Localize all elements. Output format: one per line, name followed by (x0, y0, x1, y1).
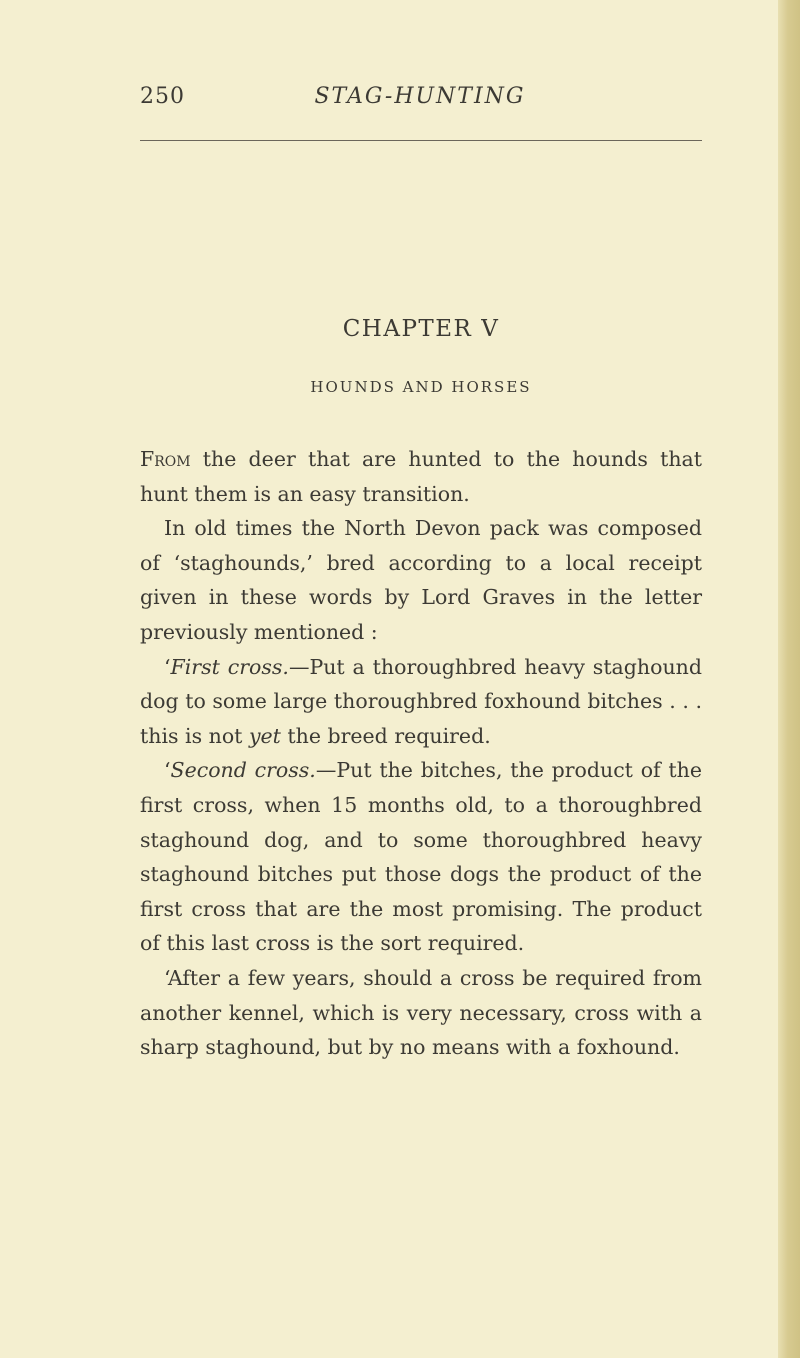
paragraph-text: —Put a thoroughbred heavy staghound dog to some large thoroughbred foxhound bitches . . . this is not (140, 654, 702, 748)
paragraph (140, 442, 702, 511)
open-quote: ‘ (164, 758, 171, 783)
body-text (140, 442, 702, 1065)
paragraph (140, 961, 702, 1065)
header-rule (140, 140, 702, 141)
paragraph (140, 753, 702, 961)
emphasis: yet (248, 723, 281, 748)
paragraph-text: ‘After a few years, should a cross be required from another kennel, which is very necessary, cross with a sharp staghound, but by no means with a foxhound. (140, 965, 702, 1060)
paragraph-text: In old times the North Devon pack was composed of ‘staghounds,’ bred according to a local receipt given in these words by Lord Graves in the letter previously mentioned : (140, 516, 702, 644)
chapter-subtitle: HOUNDS AND HORSES (310, 378, 532, 396)
chapter-title: CHAPTER V (342, 316, 500, 342)
running-head: STAG-HUNTING (314, 84, 526, 109)
cross-heading: Second cross. (170, 758, 316, 783)
cross-heading: First cross. (170, 654, 289, 679)
page-number: 250 (140, 84, 185, 109)
open-quote: ‘ (164, 654, 171, 679)
page-edge (778, 0, 800, 1358)
paragraph (140, 511, 702, 649)
paragraph-text: the deer that are hunted to the hounds that hunt them is an easy transition. (140, 447, 702, 506)
page-header (140, 84, 700, 124)
paragraph-text: the breed required. (280, 723, 491, 748)
drop-lead-word: From (140, 447, 191, 471)
paragraph-text: —Put the bitches, the product of the first cross, when 15 months old, to a thoroughbred staghound dog, and to some thoroughbred heavy staghound bitches put those dogs the product of the first cross that are the most promising. The product of this last cross is the sort required. (140, 758, 702, 956)
paragraph (140, 650, 702, 754)
